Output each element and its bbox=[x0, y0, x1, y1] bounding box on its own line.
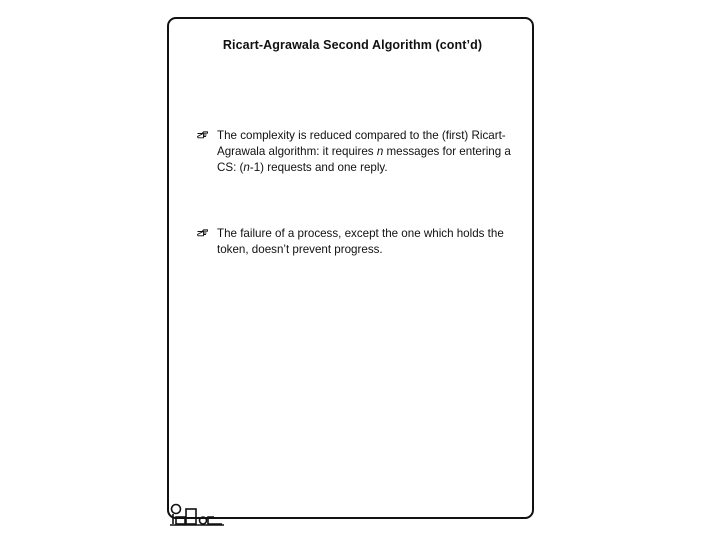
italic-n: n bbox=[376, 145, 384, 158]
bullet-item bbox=[197, 128, 522, 178]
slide-frame bbox=[167, 17, 534, 519]
bullet-item bbox=[197, 226, 522, 260]
course-logo-icon bbox=[170, 500, 224, 526]
italic-n: n bbox=[243, 161, 250, 174]
slide-title: Ricart-Agrawala Second Algorithm (cont’d) bbox=[222, 38, 483, 52]
bullet-text: The complexity is reduced compared to the (first) Ricart-Agrawala algorithm: it requires n messages for entering a CS: (n-1) requests and one reply. bbox=[217, 129, 511, 174]
pointing-hand-icon bbox=[197, 131, 208, 139]
bullet-text: The failure of a process, except the one which holds the token, doesn’t prevent progress. bbox=[217, 227, 504, 256]
pointing-hand-icon bbox=[197, 229, 208, 237]
